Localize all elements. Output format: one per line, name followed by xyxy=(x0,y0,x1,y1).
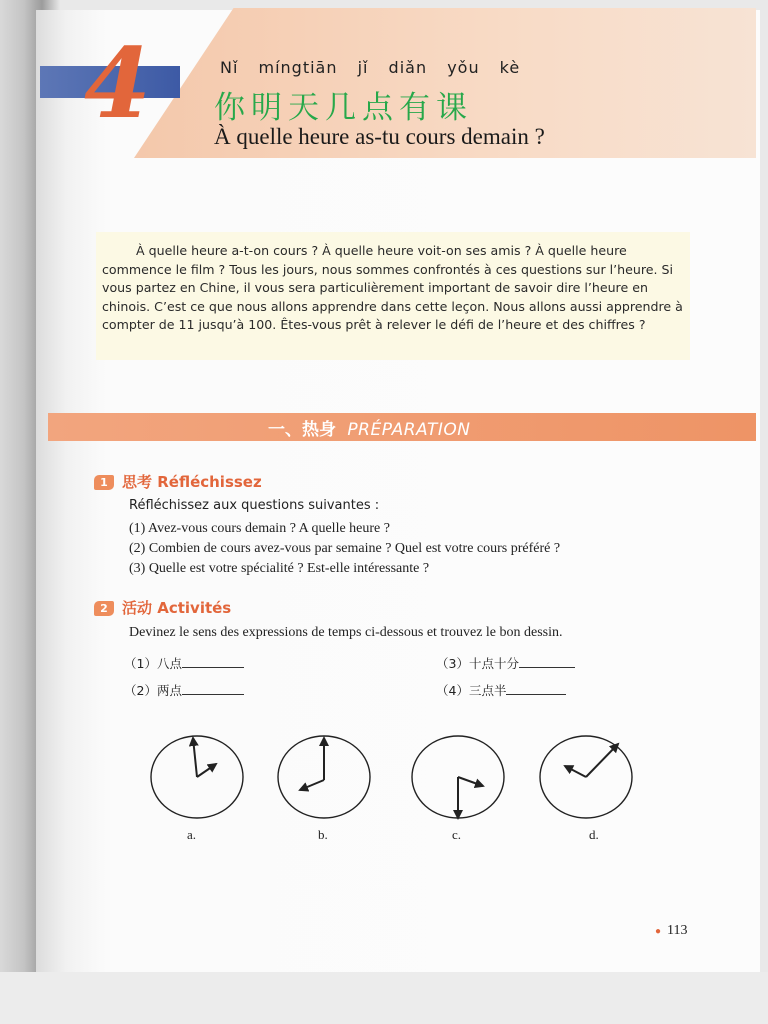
expression-4-text: （4）三点半 xyxy=(436,683,507,698)
expression-3-text: （3）十点十分 xyxy=(436,656,519,671)
section-1-instruction: Réfléchissez aux questions suivantes : xyxy=(129,498,380,513)
section-2-heading xyxy=(94,597,231,618)
expression-3 xyxy=(436,654,575,672)
clocks-group xyxy=(140,730,640,830)
bullet-dot-icon: ● xyxy=(655,926,662,937)
section-1-heading xyxy=(94,471,262,492)
lesson-title-zh: 你明天几点有课 xyxy=(214,90,473,126)
section-1-number: 1 xyxy=(94,475,114,490)
intro-box xyxy=(96,232,690,360)
page-number xyxy=(655,923,688,939)
question-1: (1) Avez-vous cours demain ? A quelle heure ? xyxy=(129,521,390,536)
expression-1 xyxy=(124,654,244,672)
clock-b xyxy=(278,736,370,818)
clock-c xyxy=(412,736,504,818)
clock-a xyxy=(151,736,243,818)
section-2-title: 活动 Activités xyxy=(122,599,232,617)
answer-blank-3[interactable] xyxy=(519,667,575,668)
section-2-instruction: Devinez le sens des expressions de temps ci-dessous et trouvez le bon dessin. xyxy=(129,625,563,640)
lesson-number: 4 xyxy=(84,27,151,140)
page-bottom-margin xyxy=(0,972,768,1024)
preparation-heading xyxy=(268,415,470,440)
question-3: (3) Quelle est votre spécialité ? Est-elle intéressante ? xyxy=(129,561,430,576)
expression-2 xyxy=(124,681,244,699)
section-1-title: 思考 Réfléchissez xyxy=(122,473,262,491)
preparation-label-zh: 一、热身 xyxy=(268,420,336,440)
lesson-pinyin: Nǐ míngtiān jǐ diǎn yǒu kè xyxy=(220,58,521,77)
clock-a-label: a. xyxy=(187,827,197,842)
expression-1-text: （1）八点 xyxy=(124,656,182,671)
clock-c-label: c. xyxy=(452,827,462,842)
answer-blank-4[interactable] xyxy=(506,694,566,695)
expression-4 xyxy=(436,681,566,699)
page-number-text: 113 xyxy=(667,923,688,938)
preparation-label-fr: PRÉPARATION xyxy=(347,420,471,440)
intro-text: À quelle heure a-t-on cours ? À quelle heure voit-on ses amis ? À quelle heure commence le film ? Tous les jours, nous sommes confrontés à ces questions sur l’heure. Si vous partez en Chine, il vous sera particulièrement important de savoir dire l’heure en chinois. C’est ce que nous allons apprendre dans cette leçon. Nous allons aussi apprendre à compter de 11 jusqu’à 100. Êtes-vous prêt à relever le défi de l’heure et des chiffres ? xyxy=(102,243,683,333)
clock-d xyxy=(540,736,632,818)
question-2: (2) Combien de cours avez-vous par semaine ? Quel est votre cours préféré ? xyxy=(129,541,561,556)
lesson-title-fr: À quelle heure as-tu cours demain ? xyxy=(214,124,545,149)
answer-blank-1[interactable] xyxy=(182,667,244,668)
section-2-number: 2 xyxy=(94,601,114,616)
answer-blank-2[interactable] xyxy=(182,694,244,695)
expression-2-text: （2）两点 xyxy=(124,683,182,698)
clock-b-label: b. xyxy=(318,827,328,842)
clock-d-label: d. xyxy=(589,827,599,842)
